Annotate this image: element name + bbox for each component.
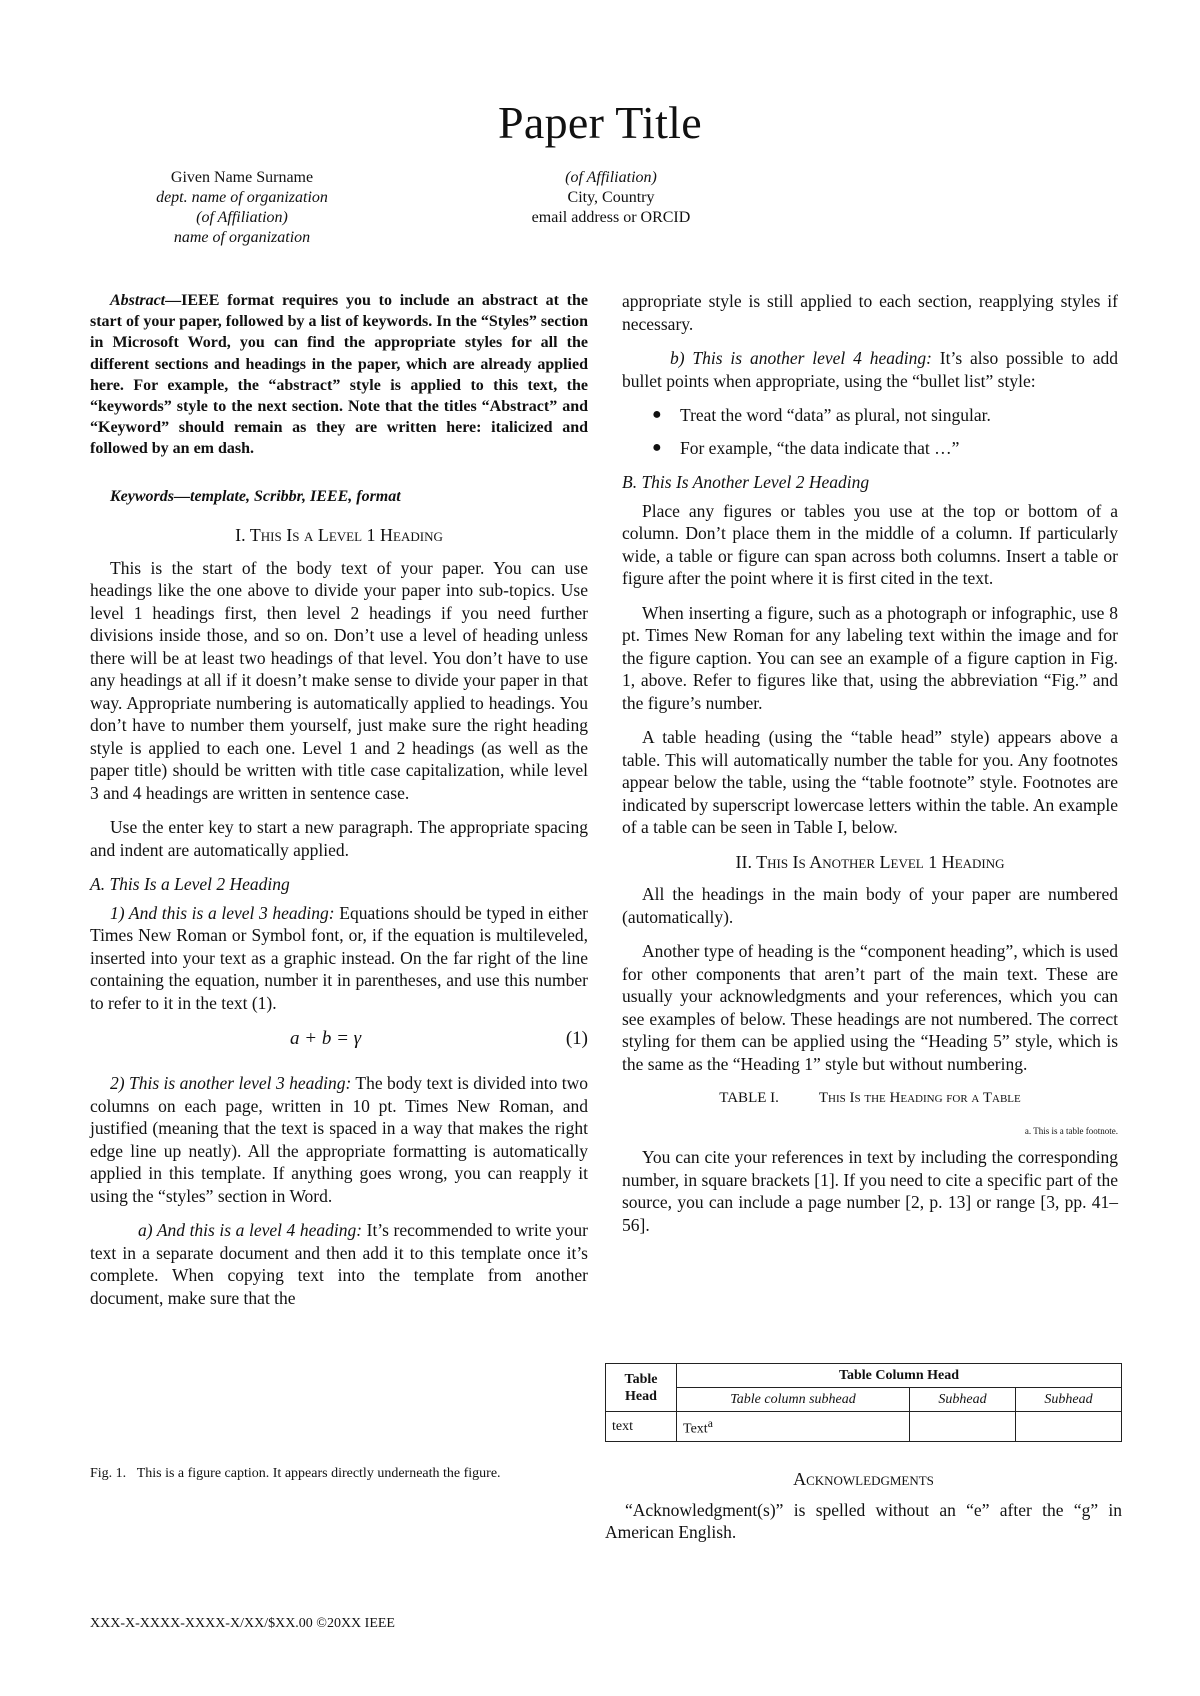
body-paragraph: A table heading (using the “table head” style) appears above a table. This will automatically number the table for you. Any footnotes appear below the table, using the “table footnote” style. Footnotes are indicated by superscript lowercase letters within the table. An example of a table can be seen in Table I, below. (622, 727, 1118, 837)
table-caption (622, 1087, 1118, 1110)
level3-heading: 1) And this is a level 3 heading: (110, 902, 335, 923)
table-subhead: Subhead (910, 1388, 1016, 1412)
body-paragraph (90, 1072, 588, 1207)
body-paragraph (90, 902, 588, 1015)
body-paragraph: Use the enter key to start a new paragraph. The appropriate spacing and indent are automatically applied. (90, 817, 588, 860)
author-contact: email address or ORCID (531, 209, 691, 226)
list-item: ● Treat the word “data” as plural, not singular. (652, 405, 991, 425)
author-block-right (486, 168, 736, 228)
left-column (90, 290, 588, 1321)
equation-number: (1) (565, 1028, 588, 1050)
copyright-footer: XXX-X-XXXX-XXXX-X/XX/$XX.00 ©20XX IEEE (90, 1616, 395, 1631)
subsection-heading-a: A. This Is a Level 2 Heading (90, 874, 290, 895)
level3-text: The body text is divided into two columns on each page, written in 10 pt. Times New Roman, and justified (meaning that the text is spaced in a way that makes the right edge line up neatly). All the appropriate formatting is automatically applied in this template. If anything goes wrong, you can reapply it using the “styles” section in Word. (90, 1073, 589, 1206)
level3-text: Equations should be typed in either Times New Roman or Symbol font, or, if the equation is multileveled, inserted into your text as a graphic instead. On the far right of the line containing the equation, number it in parentheses, and use this number to refer to it in the text (1). (90, 902, 588, 1013)
figure-label: Fig. 1. (90, 1466, 127, 1481)
keywords (90, 486, 588, 509)
body-paragraph (90, 1219, 588, 1309)
table-head-cell: Table Head (606, 1364, 677, 1412)
body-paragraph: You can cite your references in text by including the corresponding number, in square brackets [1]. If you need to cite a specific part of the source, you can include a page number [2, p. 13] or range [3, pp. 41–56]. (622, 1147, 1118, 1235)
abstract-label: Abstract (110, 292, 166, 309)
table-cell: Text$^a$ (677, 1412, 910, 1442)
subsection-heading-b: B. This Is Another Level 2 Heading (622, 472, 870, 492)
equation-expression: a + b = γ (290, 1028, 362, 1050)
abstract-text: —IEEE format requires you to include an abstract at the start of your paper, followed by a list of keywords. In the “Styles” section in Microsoft Word, you can find the appropriate styles for all the different sections and headings in the paper, which are already applied here. For example, the “abstract” style is applied to this text, the “keywords” style to the next section. Note that the titles “Abstract” and “Keyword” should remain as they are written here: italicized and followed by an em dash. (90, 292, 588, 458)
level4-heading: b) This is another level 4 heading: (670, 348, 932, 368)
keywords-label: Keywords (110, 487, 174, 505)
body-paragraph: This is the start of the body text of your paper. You can use headings like the one above to divide your paper into sub-topics. Use level 1 headings first, then level 2 headings if you need further divisions inside those, and so on. Don’t use a level of heading unless there will be at least two headings of that level. You don’t have to use any headings at all if it doesn’t make sense to divide your paper in that way. Appropriate numbering is automatically applied to headings. You don’t have to number them yourself, just make sure the right heading style is applied to each one. Level 1 and 2 headings (as well as the paper title) should be written with title case capitalization, while level 3 and 4 headings are written in sentence case. (90, 557, 588, 803)
figure-caption-text: This is a figure caption. It appears directly underneath the figure. (136, 1466, 501, 1481)
level4-text: It’s recommended to write your text in a separate document and then add it to this template once it’s complete. When copying text into the template from another document, make sure that the (90, 1220, 588, 1308)
author-org: name of organization (173, 229, 311, 246)
bullet-icon: ● (652, 438, 662, 456)
author-dept: dept. name of organization (156, 189, 328, 206)
table-footnote: a. This is a table footnote. (1024, 1125, 1118, 1136)
table-subhead: Subhead (1016, 1388, 1122, 1412)
table-cell (910, 1412, 1016, 1442)
list-item: ● For example, “the data indicate that …” (652, 437, 960, 458)
bullet-list (622, 404, 1118, 459)
author-name: Given Name Surname (170, 169, 314, 186)
keywords-text: —template, Scribbr, IEEE, format (174, 487, 401, 505)
table-cell (1016, 1412, 1122, 1442)
figure-caption (90, 1466, 501, 1482)
acknowledgments-section (605, 1468, 1122, 1556)
body-paragraph: All the headings in the main body of your paper are numbered (automatically). (622, 884, 1118, 927)
bullet-icon: ● (652, 406, 662, 423)
author-location: City, Country (567, 189, 655, 206)
table-subhead: Table column subhead (677, 1388, 910, 1412)
table-title: This Is the Heading for a Table (818, 1090, 1021, 1106)
table-footnote-marker: a (707, 1417, 713, 1431)
acknowledgments-text: “Acknowledgment(s)” is spelled without an “e” after the “g” in American English. (605, 1499, 1122, 1542)
level4-heading: a) And this is a level 4 heading: (138, 1220, 363, 1241)
section-heading-1: I. This Is a Level 1 Heading (235, 525, 443, 546)
paper-title: Paper Title (498, 97, 702, 148)
acknowledgments-heading: Acknowledgments (793, 1469, 934, 1489)
author-block-left (112, 168, 372, 248)
body-paragraph: Place any figures or tables you use at the top or bottom of a column. Don’t place them in the middle of a column. If particularly wide, a table or figure can span across both columns. Insert a table or figure after the point where it is first cited in the text. (622, 500, 1118, 588)
section-heading-2: II. This Is Another Level 1 Heading (735, 851, 1005, 872)
body-paragraph (622, 347, 1118, 392)
abstract (90, 290, 588, 460)
data-table (605, 1363, 1122, 1442)
body-paragraph: appropriate style is still applied to each section, reapplying styles if necessary. (622, 291, 1118, 334)
level4-text: It’s also possible to add bullet points when appropriate, using the “bullet list” style: (622, 348, 1119, 391)
table-cell: text (606, 1412, 677, 1442)
author-affiliation-right: (of Affiliation) (565, 169, 657, 186)
body-paragraph: Another type of heading is the “component heading”, which is used for other components that aren’t part of the main text. These are usually your acknowledgments and your references, which you can see examples of below. These headings are not numbered. The correct styling for them can be applied using the “Heading 5” style, which is the same as the “Heading 1” style but without numbering. (622, 941, 1118, 1074)
table-column-head: Table Column Head (677, 1364, 1122, 1388)
author-affiliation: (of Affiliation) (196, 209, 288, 226)
level3-heading: 2) This is another level 3 heading: (110, 1073, 352, 1094)
body-paragraph: When inserting a figure, such as a photograph or infographic, use 8 pt. Times New Roman for any labeling text within the image and for the figure caption. You can see an example of a figure caption in Fig. 1, above. Refer to figures like that, using the abbreviation “Fig.” and the figure’s number. (622, 602, 1118, 713)
right-column (622, 290, 1118, 1248)
equation (90, 1026, 588, 1056)
table-label: TABLE I. (719, 1090, 779, 1106)
